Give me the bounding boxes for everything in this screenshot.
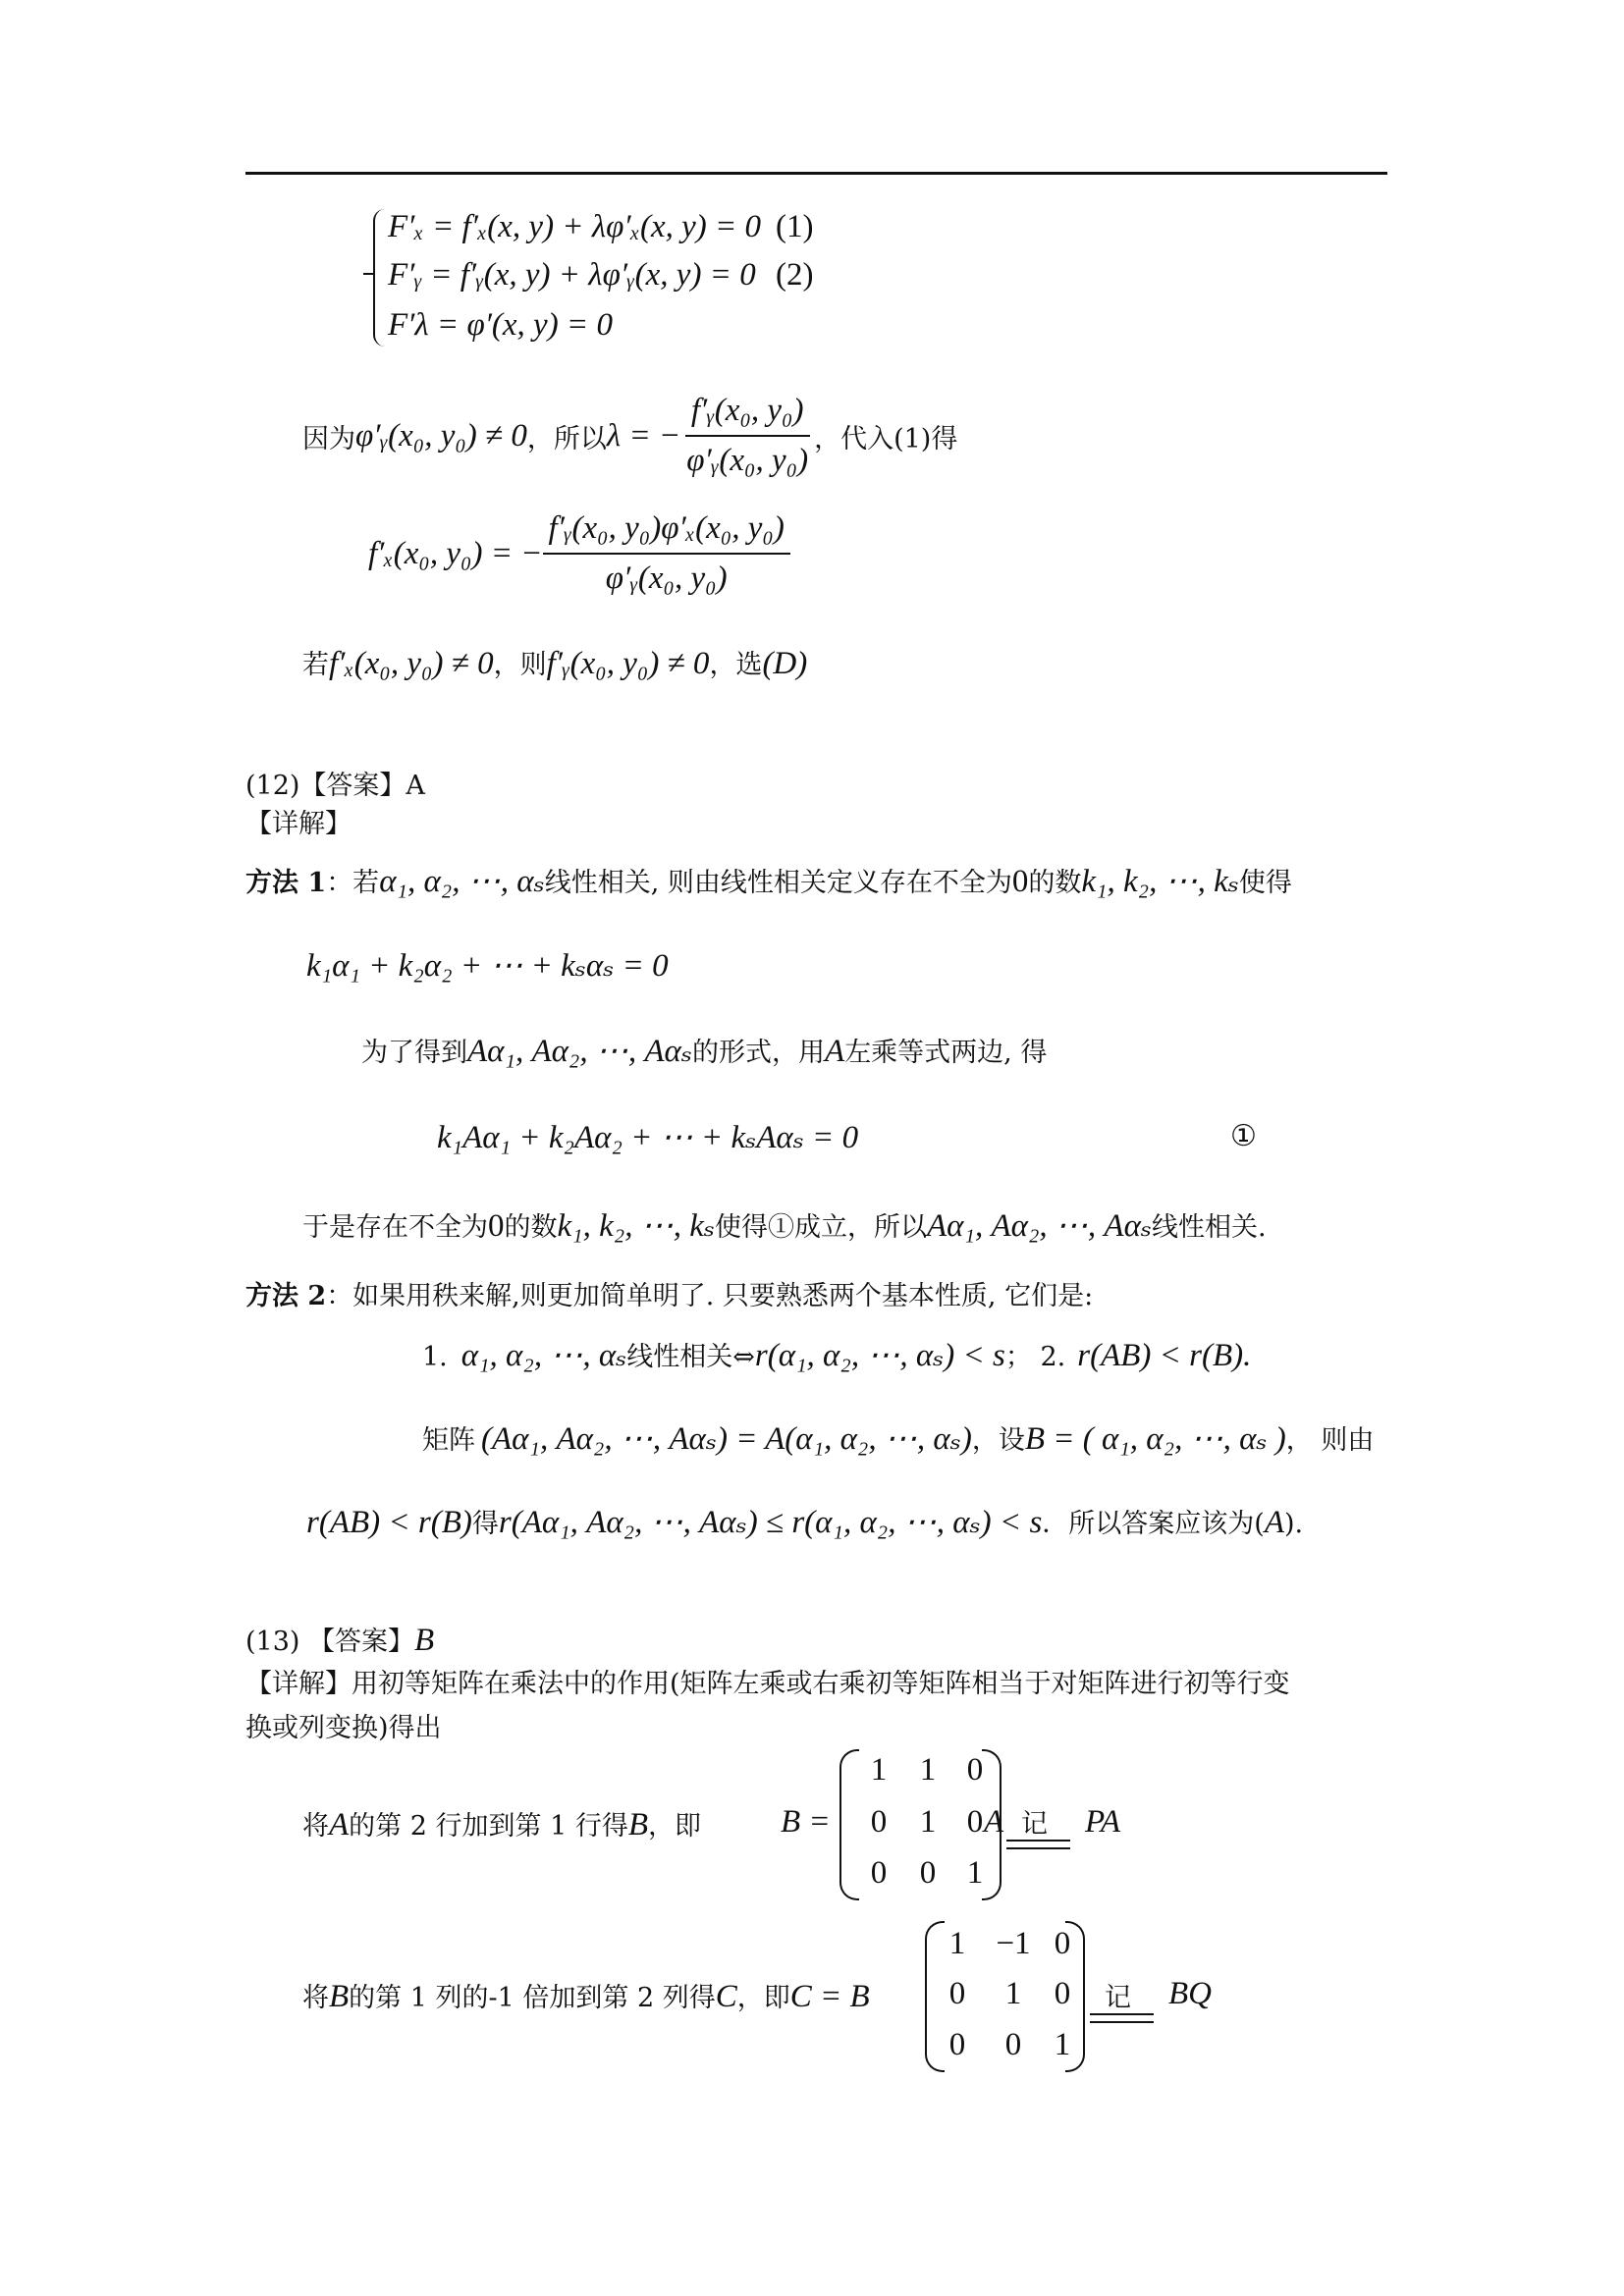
because-cond: φ′ᵧ(x₀, y₀) ≠ 0 <box>355 417 527 454</box>
so-line <box>302 1205 1267 1245</box>
matrix-label: 矩阵 <box>422 1425 475 1456</box>
prop1-num: 1. <box>422 1342 448 1372</box>
fx-fraction <box>543 510 790 597</box>
double-line-1 <box>1006 1840 1070 1849</box>
matrix-Q-cell: −1 <box>996 1926 1031 1961</box>
rank-line <box>306 1502 1303 1541</box>
matrix-P-cell: 0 <box>966 1752 984 1788</box>
ji-label-1: 记 <box>1021 1809 1048 1840</box>
double-line-2 <box>1090 2013 1154 2023</box>
matrix-Q-right-paren <box>1065 1921 1085 2072</box>
form-text3: 左乘等式两边, 得 <box>844 1038 1048 1068</box>
fx-lhs: f′ₓ(x₀, y₀) = − <box>368 535 543 571</box>
matrix-P-cell: 0 <box>966 1804 984 1840</box>
rank-de: 得 <box>471 1509 499 1539</box>
method2-label: 方法 2 <box>245 1281 327 1311</box>
form-text1: 为了得到 <box>361 1038 467 1068</box>
matrix-P-cell: 1 <box>966 1855 984 1891</box>
method1-text1: ：若 <box>326 868 380 898</box>
q13-detail-1: 【详解】用初等矩阵在乘法中的作用(矩阵左乘或右乘初等矩阵相当于对矩阵进行初等行变 <box>245 1669 1290 1699</box>
method1-zero: 0 <box>1011 864 1029 899</box>
method1-text2: 线性相关, 则由线性相关定义存在不全为 <box>544 868 1012 898</box>
prop1-rank: r(α₁, α₂, ⋯, αₛ) < s <box>754 1338 1005 1373</box>
system-eq-3: F′λ = φ′(x, y) = 0 <box>388 307 613 343</box>
row-op-text3: ，即 <box>648 1811 702 1842</box>
q13-answer: B <box>414 1623 435 1658</box>
row-op-B: B <box>627 1807 649 1842</box>
if-suffix: ，选 <box>709 650 763 680</box>
method1-text3: 的数 <box>1028 868 1082 898</box>
matrix-Q-cell: 0 <box>948 1976 966 2011</box>
q13-detail-2: 换或列变换)得出 <box>245 1713 442 1743</box>
rank-inequality: r(Aα₁, Aα₂, ⋯, Aαₛ) ≤ r(α₁, α₂, ⋯, αₛ) < s <box>498 1505 1043 1540</box>
row-op-line <box>302 1804 701 1843</box>
row-op-text2: 的第 2 行加到第 1 行得 <box>349 1811 628 1842</box>
if-prefix: 若 <box>302 650 329 680</box>
so-text1: 于是存在不全为 <box>302 1212 488 1243</box>
form-vectors: Aα₁, Aα₂, ⋯, Aαₛ <box>467 1034 693 1069</box>
set-B-text3: ， 则由 <box>1285 1425 1375 1456</box>
if-choice: (D) <box>762 646 808 681</box>
matrix-Q-cell: 0 <box>948 2027 966 2062</box>
set-B-text1: ，设 <box>971 1425 1025 1456</box>
form-text2: 的形式，用 <box>692 1038 826 1068</box>
rank-AB: r(AB) < r(B) <box>306 1505 472 1540</box>
matrix-Q-cell: 1 <box>1054 2027 1071 2062</box>
so-zero: 0 <box>488 1208 505 1244</box>
col-op-text1: 将 <box>302 1983 329 2013</box>
matrix-P-cell: 0 <box>919 1855 937 1891</box>
method1-vectors: α₁, α₂, ⋯, αₛ <box>379 864 545 899</box>
fx-num: f′ᵧ(x₀, y₀)φ′ₓ(x₀, y₀) <box>543 510 790 555</box>
prop1-vectors: α₁, α₂, ⋯, αₛ <box>460 1338 627 1373</box>
method2-line <box>245 1274 1093 1312</box>
method1-label: 方法 1 <box>245 868 327 898</box>
matrix-P-cell: 1 <box>919 1752 937 1788</box>
if-cond2: f′ᵧ(x₀, y₀) ≠ 0 <box>546 646 710 681</box>
eq-linear-combination: k₁α₁ + k₂α₂ + ⋯ + kₛαₛ = 0 <box>306 948 669 984</box>
col-op-C: C <box>715 1979 737 2014</box>
matrix-Q-cell: 0 <box>1054 1976 1071 2011</box>
lambda-den: φ′ᵧ(x₀, y₀) <box>686 443 809 478</box>
prop1-text: 线性相关⇔ <box>626 1342 755 1372</box>
so-ks: k₁, k₂, ⋯, kₛ <box>557 1208 716 1244</box>
B-equals: B = <box>781 1804 831 1840</box>
if-mid: ，则 <box>493 650 547 680</box>
ji-label-2: 记 <box>1105 1983 1131 2013</box>
so-text2: 的数 <box>504 1212 558 1243</box>
matrix-P-cell: 1 <box>870 1752 888 1788</box>
lambda-lhs: λ = − <box>606 417 681 454</box>
q12-header: (12)【答案】A <box>245 771 425 801</box>
because-so: ，所以 <box>526 423 607 454</box>
system-eq-1-tag: (1) <box>776 209 814 244</box>
prop2-rank: r(AB) < r(B). <box>1077 1338 1252 1373</box>
matrix-Q-cell: 0 <box>1054 1926 1071 1961</box>
fx-den: φ′ᵧ(x₀, y₀) <box>605 561 728 596</box>
because-prefix: 因为 <box>302 423 355 454</box>
rank-end: ). <box>1284 1509 1304 1539</box>
lambda-fraction <box>680 393 814 479</box>
system-eq-2: F′ᵧ = f′ᵧ(x, y) + λφ′ᵧ(x, y) = 0 <box>388 257 756 293</box>
col-op-text2: 的第 1 列的-1 倍加到第 2 列得 <box>349 1983 716 2013</box>
because-line <box>302 393 957 479</box>
fx-formula <box>368 510 790 597</box>
matrix-Q-cell: 1 <box>948 1926 966 1961</box>
so-vectors: Aα₁, Aα₂, ⋯, Aαₛ <box>927 1208 1153 1244</box>
matrix-P-A: A <box>984 1804 1004 1840</box>
system-brace <box>373 209 387 347</box>
method1-text4: 使得 <box>1238 868 1292 898</box>
eq-A-tag: ① <box>1230 1119 1257 1153</box>
form-line <box>361 1031 1047 1070</box>
lambda-num: f′ᵧ(x₀, y₀) <box>685 393 810 437</box>
set-B-eq: B = ( α₁, α₂, ⋯, αₛ ) <box>1024 1421 1286 1457</box>
col-op-line <box>302 1976 870 2015</box>
form-A: A <box>825 1034 845 1069</box>
row-op-text1: 将 <box>302 1811 329 1842</box>
method1-ks: k₁, k₂, ⋯, kₛ <box>1081 864 1239 899</box>
system-eq-2-tag: (2) <box>776 257 814 293</box>
system-brace-tip <box>363 273 373 275</box>
matrix-P-left-paren <box>839 1749 859 1900</box>
rank-answer: A <box>1264 1505 1285 1540</box>
if-cond1: f′ₓ(x₀, y₀) ≠ 0 <box>329 646 494 681</box>
properties-line <box>422 1335 1251 1374</box>
so-text4: 线性相关. <box>1152 1212 1267 1243</box>
matrix-P-cell: 1 <box>919 1804 937 1840</box>
col-op-B: B <box>329 1979 350 2014</box>
if-line <box>302 643 807 682</box>
method2-text: ：如果用秩来解,则更加简单明了. 只要熟悉两个基本性质, 它们是: <box>326 1281 1094 1311</box>
matrix-Q-cell: 0 <box>1004 2027 1022 2062</box>
q13-header-line <box>245 1620 434 1659</box>
so-text3: 使得①成立，所以 <box>715 1212 928 1243</box>
because-suffix: ，代入(1)得 <box>814 423 958 454</box>
eq-A-combination: k₁Aα₁ + k₂Aα₂ + ⋯ + kₛAαₛ = 0 <box>437 1120 859 1155</box>
q13-header: (13) 【答案】 <box>245 1627 415 1657</box>
BQ-label: BQ <box>1168 1976 1212 2011</box>
PA-label: PA <box>1085 1804 1121 1840</box>
matrix-Q-cell: 1 <box>1004 1976 1022 2011</box>
system-eq-1: F′ₓ = f′ₓ(x, y) + λφ′ₓ(x, y) = 0 <box>388 209 762 244</box>
row-op-A: A <box>329 1807 350 1842</box>
prop2-num: ； 2. <box>1004 1342 1066 1372</box>
rank-text: ．所以答案应该为( <box>1042 1509 1265 1539</box>
matrix-eq: (Aα₁, Aα₂, ⋯, Aαₛ) = A(α₁, α₂, ⋯, αₛ) <box>481 1421 972 1457</box>
matrix-P-cell: 0 <box>870 1804 888 1840</box>
matrix-line <box>422 1418 1374 1458</box>
q12-detail: 【详解】 <box>245 809 352 839</box>
col-op-text3: ，即 <box>736 1983 790 2013</box>
C-equals: C = B <box>789 1979 870 2014</box>
method1-line <box>245 861 1292 900</box>
header-rule <box>245 172 1387 175</box>
matrix-P-cell: 0 <box>870 1855 888 1891</box>
